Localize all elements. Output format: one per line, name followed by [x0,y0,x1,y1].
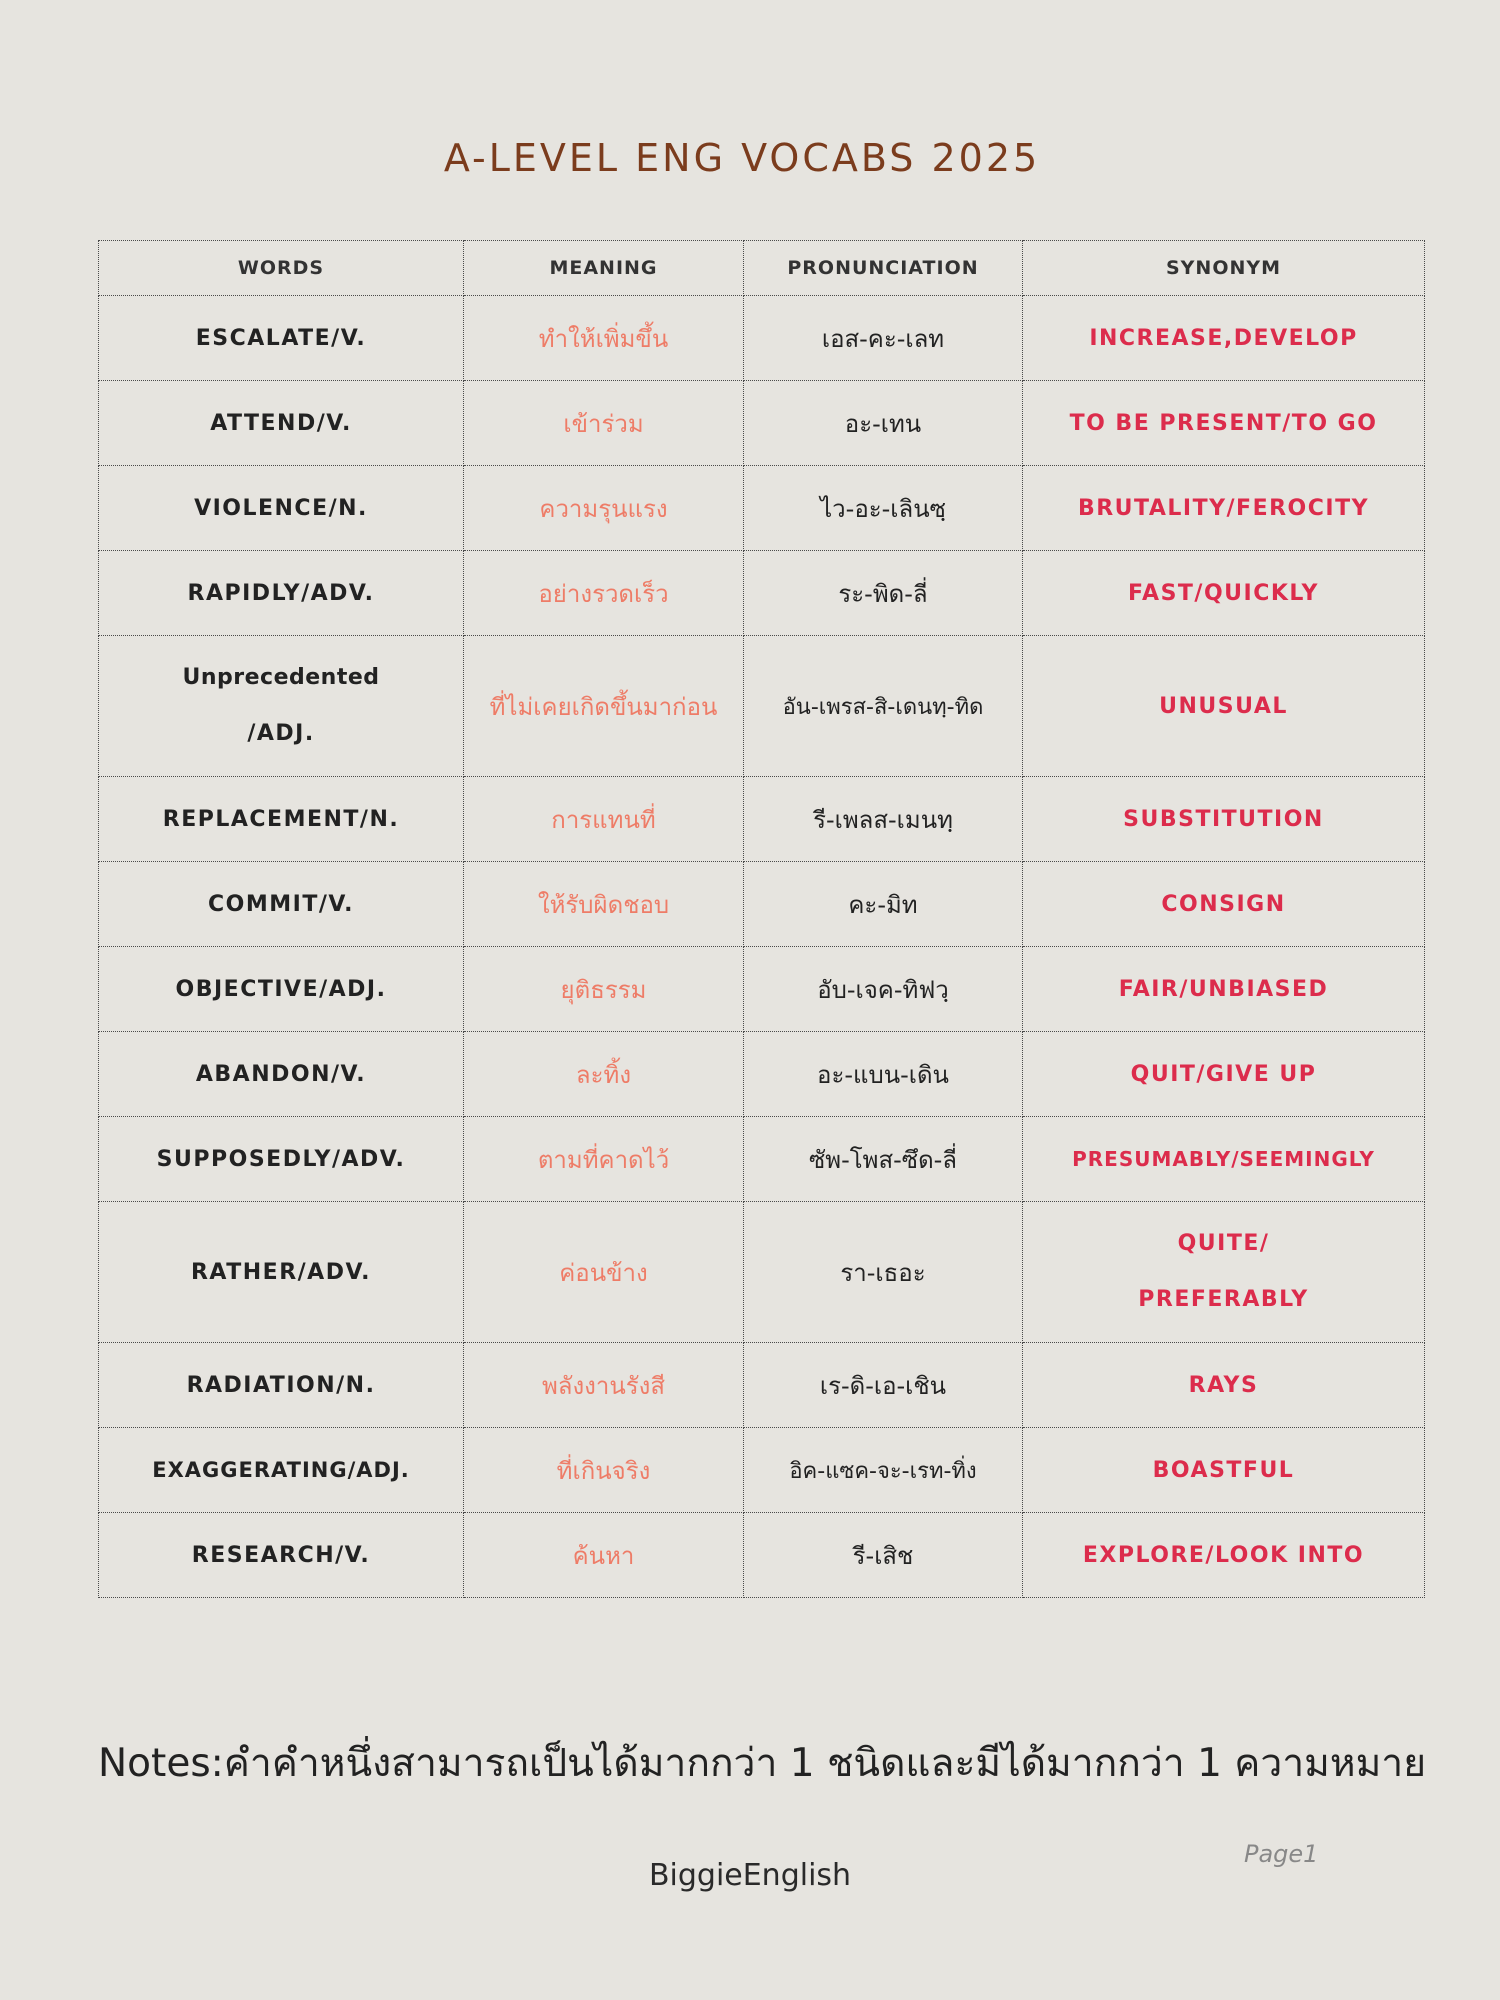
meaning-cell: อย่างรวดเร็ว [464,551,744,636]
meaning-cell: ทำให้เพิ่มขึ้น [464,296,744,381]
table-header-row [99,241,1425,296]
pronunciation-cell: รี-เพลส-เมนทฺ [744,777,1023,862]
synonym-cell: BOASTFUL [1023,1428,1425,1513]
page-title: A-LEVEL ENG VOCABS 2025 [443,136,1041,180]
header-meaning: MEANING [464,241,744,296]
synonym-cell: SUBSTITUTION [1023,777,1425,862]
table-row [99,381,1425,466]
word-cell: VIOLENCE/N. [99,466,464,551]
table-row [99,1428,1425,1513]
pronunciation-cell: รา-เธอะ [744,1202,1023,1343]
table-row [99,1343,1425,1428]
page-number: Page1 [1244,1840,1319,1868]
word-cell: OBJECTIVE/ADJ. [99,947,464,1032]
pronunciation-cell: อับ-เจค-ทิฟวฺ [744,947,1023,1032]
synonym-cell: TO BE PRESENT/TO GO [1023,381,1425,466]
word-cell: RATHER/ADV. [99,1202,464,1343]
word-line: Unprecedented [182,665,380,690]
word-cell: RADIATION/N. [99,1343,464,1428]
vocab-table [98,240,1425,1598]
pronunciation-cell: อะ-แบน-เดิน [744,1032,1023,1117]
meaning-cell: การแทนที่ [464,777,744,862]
synonym-cell: QUIT/GIVE UP [1023,1032,1425,1117]
synonym-cell: INCREASE,DEVELOP [1023,296,1425,381]
table-row [99,1117,1425,1202]
header-words: WORDS [99,241,464,296]
notes-text: Notes:คำคำหนึ่งสามารถเป็นได้มากกว่า 1 ชนิดและมีได้มากกว่า 1 ความหมาย [98,1741,1427,1786]
pronunciation-cell: ระ-พิด-ลี่ [744,551,1023,636]
meaning-cell: ละทิ้ง [464,1032,744,1117]
meaning-cell: พลังงานรังสี [464,1343,744,1428]
synonym-cell: PRESUMABLY/SEEMINGLY [1023,1117,1425,1202]
table-row [99,1032,1425,1117]
meaning-cell: เข้าร่วม [464,381,744,466]
table-row [99,777,1425,862]
pronunciation-cell: เอส-คะ-เลท [744,296,1023,381]
pronunciation-cell: รี-เสิช [744,1513,1023,1598]
synonym-cell: FAIR/UNBIASED [1023,947,1425,1032]
meaning-cell: ที่เกินจริง [464,1428,744,1513]
word-cell: COMMIT/V. [99,862,464,947]
table-row [99,947,1425,1032]
meaning-cell: ตามที่คาดไว้ [464,1117,744,1202]
pronunciation-cell: ซัพ-โพส-ซึด-ลี่ [744,1117,1023,1202]
synonym-cell: RAYS [1023,1343,1425,1428]
table-row [99,1202,1425,1343]
pronunciation-cell: อัน-เพรส-สิ-เดนทฺ-ทิด [744,636,1023,777]
word-cell: ESCALATE/V. [99,296,464,381]
table-row [99,551,1425,636]
synonym-cell: CONSIGN [1023,862,1425,947]
synonym-cell: FAST/QUICKLY [1023,551,1425,636]
header-synonym: SYNONYM [1023,241,1425,296]
word-cell: SUPPOSEDLY/ADV. [99,1117,464,1202]
brand-name: BiggieEnglish [648,1858,852,1893]
pronunciation-cell: อะ-เทน [744,381,1023,466]
synonym-line: QUITE/ [1177,1231,1270,1256]
synonym-cell [1023,1202,1425,1343]
meaning-cell: ที่ไม่เคยเกิดขึ้นมาก่อน [464,636,744,777]
meaning-cell: ค้นหา [464,1513,744,1598]
meaning-cell: ค่อนข้าง [464,1202,744,1343]
pronunciation-cell: ไว-อะ-เลินซฺ [744,466,1023,551]
pronunciation-cell: อิค-แซค-จะ-เรท-ทิ่ง [744,1428,1023,1513]
word-cell [99,636,464,777]
meaning-cell: ให้รับผิดชอบ [464,862,744,947]
header-pronunciation: PRONUNCIATION [744,241,1023,296]
table-row [99,296,1425,381]
meaning-cell: ความรุนแรง [464,466,744,551]
table-row [99,862,1425,947]
table-row [99,466,1425,551]
word-cell: EXAGGERATING/ADJ. [99,1428,464,1513]
pronunciation-cell: คะ-มิท [744,862,1023,947]
table-row [99,636,1425,777]
word-line: /ADJ. [247,721,315,746]
word-cell: ATTEND/V. [99,381,464,466]
word-cell: REPLACEMENT/N. [99,777,464,862]
word-cell: RESEARCH/V. [99,1513,464,1598]
synonym-cell: BRUTALITY/FEROCITY [1023,466,1425,551]
synonym-cell: EXPLORE/LOOK INTO [1023,1513,1425,1598]
meaning-cell: ยุติธรรม [464,947,744,1032]
synonym-line: PREFERABLY [1138,1287,1309,1312]
word-cell: RAPIDLY/ADV. [99,551,464,636]
synonym-cell: UNUSUAL [1023,636,1425,777]
pronunciation-cell: เร-ดิ-เอ-เชิน [744,1343,1023,1428]
table-row [99,1513,1425,1598]
word-cell: ABANDON/V. [99,1032,464,1117]
